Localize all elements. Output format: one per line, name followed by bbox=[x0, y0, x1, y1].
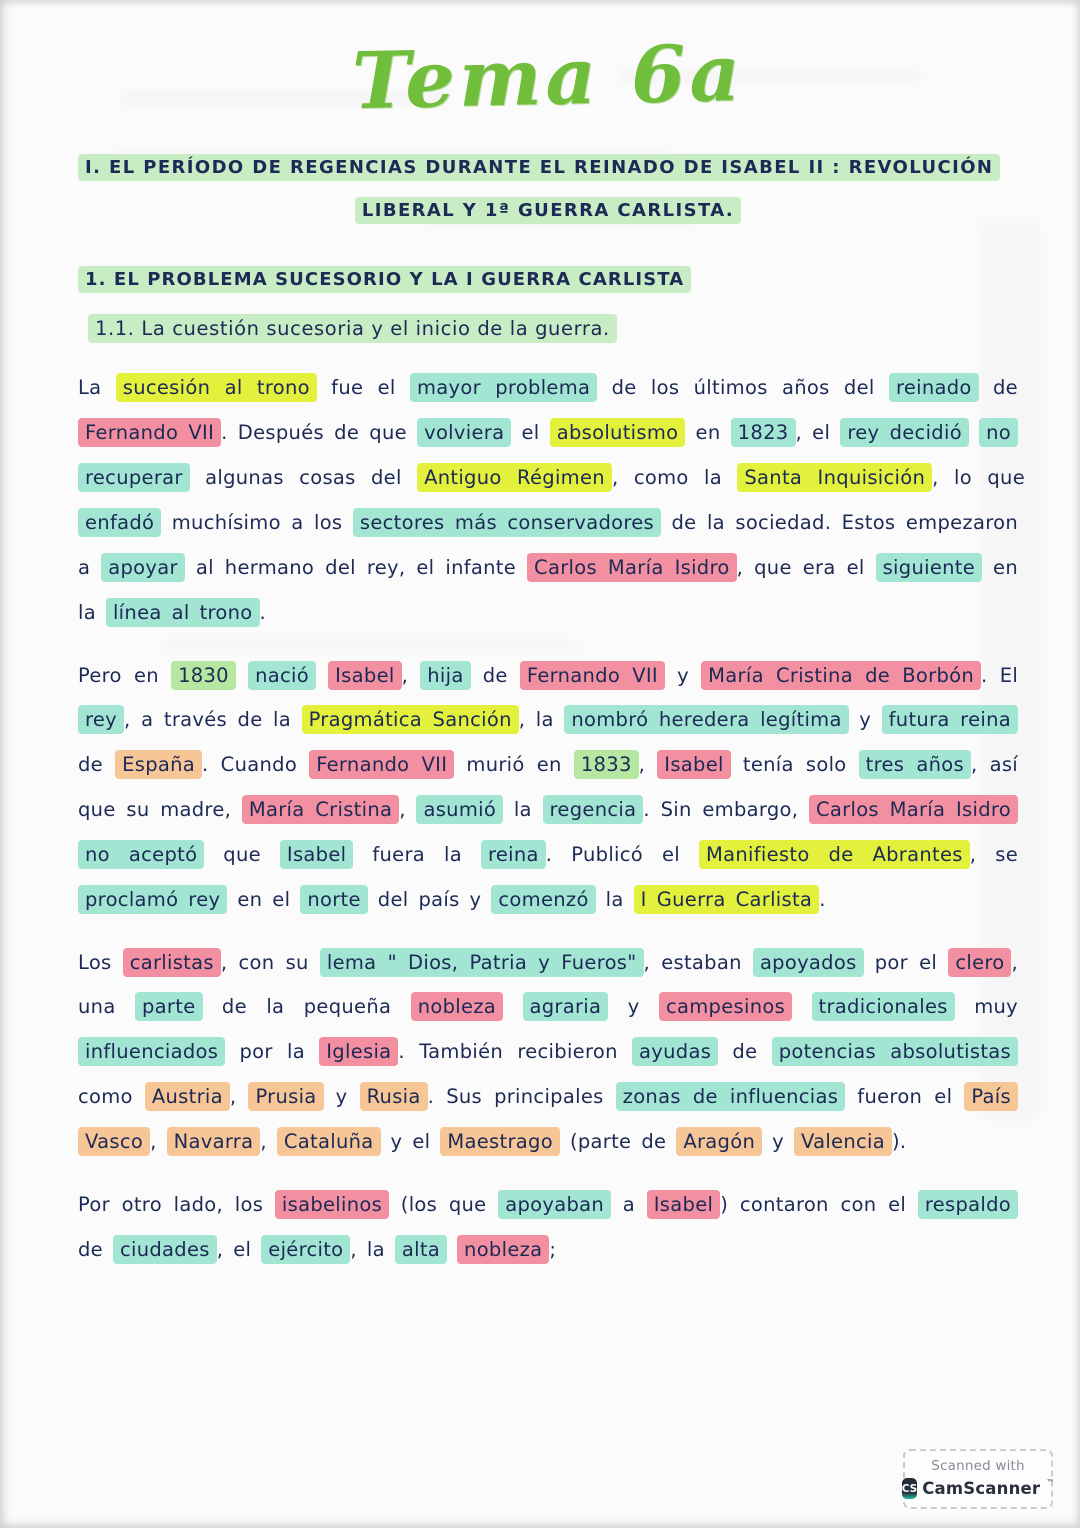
text-run: la bbox=[595, 887, 634, 911]
highlighted-text: ejército bbox=[261, 1235, 350, 1264]
text-run: , como la bbox=[611, 466, 738, 490]
highlighted-text: Isabel bbox=[328, 661, 401, 690]
text-run: , lo que bbox=[932, 466, 1025, 490]
text-run: y bbox=[608, 995, 659, 1019]
highlighted-text: futura reina bbox=[882, 705, 1018, 734]
text-run: de bbox=[470, 663, 520, 687]
camscanner-logo-icon: CS bbox=[902, 1478, 917, 1499]
text-run: , a través de la bbox=[124, 708, 302, 732]
text-run: Los bbox=[78, 950, 123, 974]
text-run: , se bbox=[969, 842, 1018, 866]
text-run: por el bbox=[863, 950, 949, 974]
highlighted-text: Fernando VII bbox=[309, 750, 454, 779]
text-run: muy bbox=[954, 995, 1018, 1019]
highlighted-text: Carlos María Isidro bbox=[809, 795, 1018, 824]
highlighted-text: 1830 bbox=[171, 661, 236, 690]
text-run: (parte de bbox=[559, 1129, 677, 1153]
highlighted-text: no recuperar bbox=[78, 418, 1018, 492]
text-run: . Publicó el bbox=[545, 842, 699, 866]
highlighted-text: Antiguo Régimen bbox=[417, 463, 612, 492]
text-run: tenía solo bbox=[730, 753, 859, 777]
paragraph-isabel-birth bbox=[78, 654, 1018, 923]
highlighted-text: nobleza bbox=[457, 1235, 549, 1264]
highlighted-text: Pragmática Sanción bbox=[302, 705, 519, 734]
highlighted-text: nació bbox=[248, 661, 316, 690]
highlighted-text: ciudades bbox=[113, 1235, 217, 1264]
page-title: Tema 6a bbox=[351, 27, 745, 128]
text-run: ; bbox=[549, 1237, 557, 1261]
highlighted-text: enfadó bbox=[78, 508, 161, 537]
main-heading-line-2-text: LIBERAL Y 1ª GUERRA CARLISTA. bbox=[355, 197, 741, 224]
highlighted-text: hija bbox=[420, 661, 470, 690]
text-run: . bbox=[259, 600, 267, 624]
highlighted-text: rey decidió bbox=[840, 418, 969, 447]
highlighted-text: agraria bbox=[523, 992, 609, 1021]
camscanner-brand-row bbox=[901, 1478, 1055, 1499]
highlighted-text: carlistas bbox=[123, 948, 221, 977]
highlighted-text: Rusia bbox=[360, 1082, 428, 1111]
highlighted-text: no aceptó bbox=[78, 840, 204, 869]
text-run: y bbox=[848, 708, 882, 732]
highlighted-text: Aragón bbox=[676, 1127, 762, 1156]
text-run bbox=[503, 995, 522, 1018]
text-run: , la bbox=[518, 708, 565, 732]
text-run: fueron el bbox=[845, 1085, 965, 1109]
highlighted-text: línea al trono bbox=[106, 598, 260, 627]
text-run: de bbox=[78, 753, 116, 777]
text-run bbox=[236, 664, 248, 687]
text-run: . Sin embargo, bbox=[643, 798, 809, 822]
main-heading bbox=[78, 147, 1018, 232]
highlighted-text: reina bbox=[481, 840, 546, 869]
main-heading-line-2 bbox=[78, 190, 1018, 232]
highlighted-text: regencia bbox=[543, 795, 644, 824]
text-run: que bbox=[204, 842, 280, 866]
main-heading-line-1 bbox=[78, 147, 1018, 189]
text-run: , bbox=[399, 798, 417, 822]
text-run: de bbox=[978, 376, 1018, 400]
highlighted-text: nombró heredera legítima bbox=[564, 705, 848, 734]
highlighted-text: reinado bbox=[889, 373, 979, 402]
highlighted-text: Manifiesto de Abrantes bbox=[699, 840, 970, 869]
highlighted-text: Valencia bbox=[794, 1127, 892, 1156]
highlighted-text: tradicionales bbox=[812, 992, 955, 1021]
highlighted-text: isabelinos bbox=[275, 1190, 389, 1219]
highlighted-text: Isabel bbox=[280, 840, 353, 869]
text-run: Por otro lado, los bbox=[78, 1192, 275, 1216]
highlighted-text: Santa Inquisición bbox=[737, 463, 932, 492]
text-run: de bbox=[718, 1040, 772, 1064]
text-run: en bbox=[685, 421, 731, 445]
highlighted-text: proclamó rey bbox=[78, 885, 227, 914]
text-run: y bbox=[665, 663, 702, 687]
text-run: a bbox=[611, 1192, 647, 1216]
text-run: , que era el bbox=[736, 555, 876, 579]
text-run bbox=[316, 664, 328, 687]
text-run: como bbox=[78, 1085, 145, 1109]
highlighted-text: Cataluña bbox=[277, 1127, 381, 1156]
highlighted-text: 1823 bbox=[731, 418, 796, 447]
highlighted-text: María Cristina de Borbón bbox=[701, 661, 981, 690]
highlighted-text: Carlos María Isidro bbox=[527, 553, 737, 582]
subsection-heading-text: 1.1. La cuestión sucesoria y el inicio de la guerra. bbox=[88, 314, 617, 343]
highlighted-text: Isabel bbox=[647, 1190, 720, 1219]
text-run: de la pequeña bbox=[202, 995, 411, 1019]
highlighted-text: comenzó bbox=[491, 885, 595, 914]
highlighted-text: nobleza bbox=[411, 992, 503, 1021]
highlighted-text: influenciados bbox=[78, 1037, 225, 1066]
text-run: . También recibieron bbox=[398, 1040, 633, 1064]
main-heading-line-1-text: I. EL PERÍODO DE REGENCIAS DURANTE EL REINADO DE ISABEL II : REVOLUCIÓN bbox=[78, 154, 1000, 181]
highlighted-text: País Vasco bbox=[78, 1082, 1018, 1156]
text-run: , bbox=[260, 1129, 277, 1153]
highlighted-text: respaldo bbox=[918, 1190, 1018, 1219]
highlighted-text: sucesión al trono bbox=[116, 373, 317, 402]
text-run: del país y bbox=[367, 887, 492, 911]
highlighted-text: siguiente bbox=[876, 553, 982, 582]
highlighted-text: absolutismo bbox=[550, 418, 686, 447]
text-run: fuera la bbox=[353, 842, 481, 866]
highlighted-text: Iglesia bbox=[319, 1037, 398, 1066]
highlighted-text: campesinos bbox=[659, 992, 792, 1021]
text-run: . Cuando bbox=[202, 753, 310, 777]
text-run: y bbox=[762, 1129, 794, 1153]
text-run: , la bbox=[350, 1237, 395, 1261]
text-run: muchísimo a los bbox=[161, 510, 353, 534]
text-run: , una bbox=[78, 950, 1018, 1019]
highlighted-text: Fernando VII bbox=[78, 418, 221, 447]
text-run: Pero en bbox=[78, 663, 172, 687]
trademark-symbol: ™ bbox=[1046, 1478, 1055, 1487]
highlighted-text: ayudas bbox=[632, 1037, 718, 1066]
text-run: , estaban bbox=[643, 950, 753, 974]
text-run bbox=[792, 995, 811, 1018]
highlighted-text: Fernando VII bbox=[520, 661, 665, 690]
highlighted-text: Isabel bbox=[657, 750, 730, 779]
highlighted-text: lema " Dios, Patria y Fueros" bbox=[320, 948, 644, 977]
highlighted-text: 1833 bbox=[574, 750, 639, 779]
highlighted-text: zonas de influencias bbox=[616, 1082, 846, 1111]
text-run: . Sus principales bbox=[427, 1085, 616, 1109]
highlighted-text: rey bbox=[78, 705, 124, 734]
text-run: , bbox=[638, 753, 658, 777]
text-run: de bbox=[78, 1237, 113, 1261]
text-run: y bbox=[323, 1085, 360, 1109]
highlighted-text: apoyar bbox=[101, 553, 185, 582]
text-run: por la bbox=[225, 1040, 320, 1064]
text-run: de la sociedad. Estos empezaron a bbox=[78, 510, 1018, 579]
section-heading-text: 1. EL PROBLEMA SUCESORIO Y LA I GUERRA CARLISTA bbox=[78, 266, 691, 293]
text-run: el bbox=[511, 421, 550, 445]
text-run: , así que su madre, bbox=[78, 753, 1019, 822]
paragraph-succession bbox=[78, 366, 1025, 635]
section-heading bbox=[78, 260, 1018, 300]
scanned-with-label: Scanned with bbox=[931, 1458, 1025, 1474]
text-run: en el bbox=[227, 887, 301, 911]
text-run: fue el bbox=[316, 376, 410, 400]
highlighted-text: volviera bbox=[417, 418, 511, 447]
text-run: y el bbox=[380, 1129, 441, 1153]
highlighted-text: Austria bbox=[145, 1082, 230, 1111]
highlighted-text: sectores más conservadores bbox=[353, 508, 661, 537]
highlighted-text: parte bbox=[135, 992, 203, 1021]
text-run: , el bbox=[216, 1237, 262, 1261]
text-run bbox=[969, 421, 979, 444]
notes-content bbox=[78, 0, 1025, 1290]
text-run: , bbox=[150, 1129, 167, 1153]
highlighted-text: I Guerra Carlista bbox=[634, 885, 820, 914]
text-run: ). bbox=[892, 1129, 907, 1153]
text-run: . bbox=[819, 887, 826, 911]
highlighted-text: clero bbox=[948, 948, 1011, 977]
text-run: , bbox=[401, 663, 421, 687]
highlighted-text: asumió bbox=[416, 795, 503, 824]
text-run: . Después de que bbox=[221, 421, 418, 445]
text-run: la bbox=[503, 798, 543, 822]
highlighted-text: tres años bbox=[859, 750, 971, 779]
text-run: , bbox=[229, 1085, 249, 1109]
paragraph-carlistas bbox=[78, 941, 1018, 1165]
text-run: al hermano del rey, el infante bbox=[184, 555, 528, 579]
text-run: murió en bbox=[454, 753, 574, 777]
text-run: (los que bbox=[389, 1192, 499, 1216]
highlighted-text: potencias absolutistas bbox=[772, 1037, 1018, 1066]
text-run: . El bbox=[981, 663, 1019, 687]
camscanner-app-name: CamScanner bbox=[922, 1479, 1041, 1498]
text-run: La bbox=[78, 376, 116, 400]
highlighted-text: Maestrago bbox=[440, 1127, 560, 1156]
highlighted-text: Prusia bbox=[248, 1082, 323, 1111]
text-run: , con su bbox=[220, 950, 320, 974]
text-run bbox=[447, 1238, 457, 1261]
text-run: , el bbox=[795, 421, 841, 445]
highlighted-text: alta bbox=[395, 1235, 447, 1264]
text-run: en la bbox=[78, 555, 1018, 624]
text-run: ) contaron con el bbox=[720, 1192, 918, 1216]
highlighted-text: mayor problema bbox=[410, 373, 597, 402]
highlighted-text: apoyados bbox=[753, 948, 864, 977]
camscanner-badge[interactable] bbox=[903, 1449, 1053, 1509]
highlighted-text: María Cristina bbox=[242, 795, 399, 824]
highlighted-text: Navarra bbox=[167, 1127, 261, 1156]
text-run: de los últimos años del bbox=[597, 376, 889, 400]
highlighted-text: norte bbox=[300, 885, 367, 914]
text-run: algunas cosas del bbox=[189, 466, 418, 490]
highlighted-text: apoyaban bbox=[498, 1190, 611, 1219]
paragraph-isabelinos bbox=[78, 1183, 1018, 1273]
highlighted-text: España bbox=[115, 750, 202, 779]
subsection-heading bbox=[88, 308, 1018, 351]
